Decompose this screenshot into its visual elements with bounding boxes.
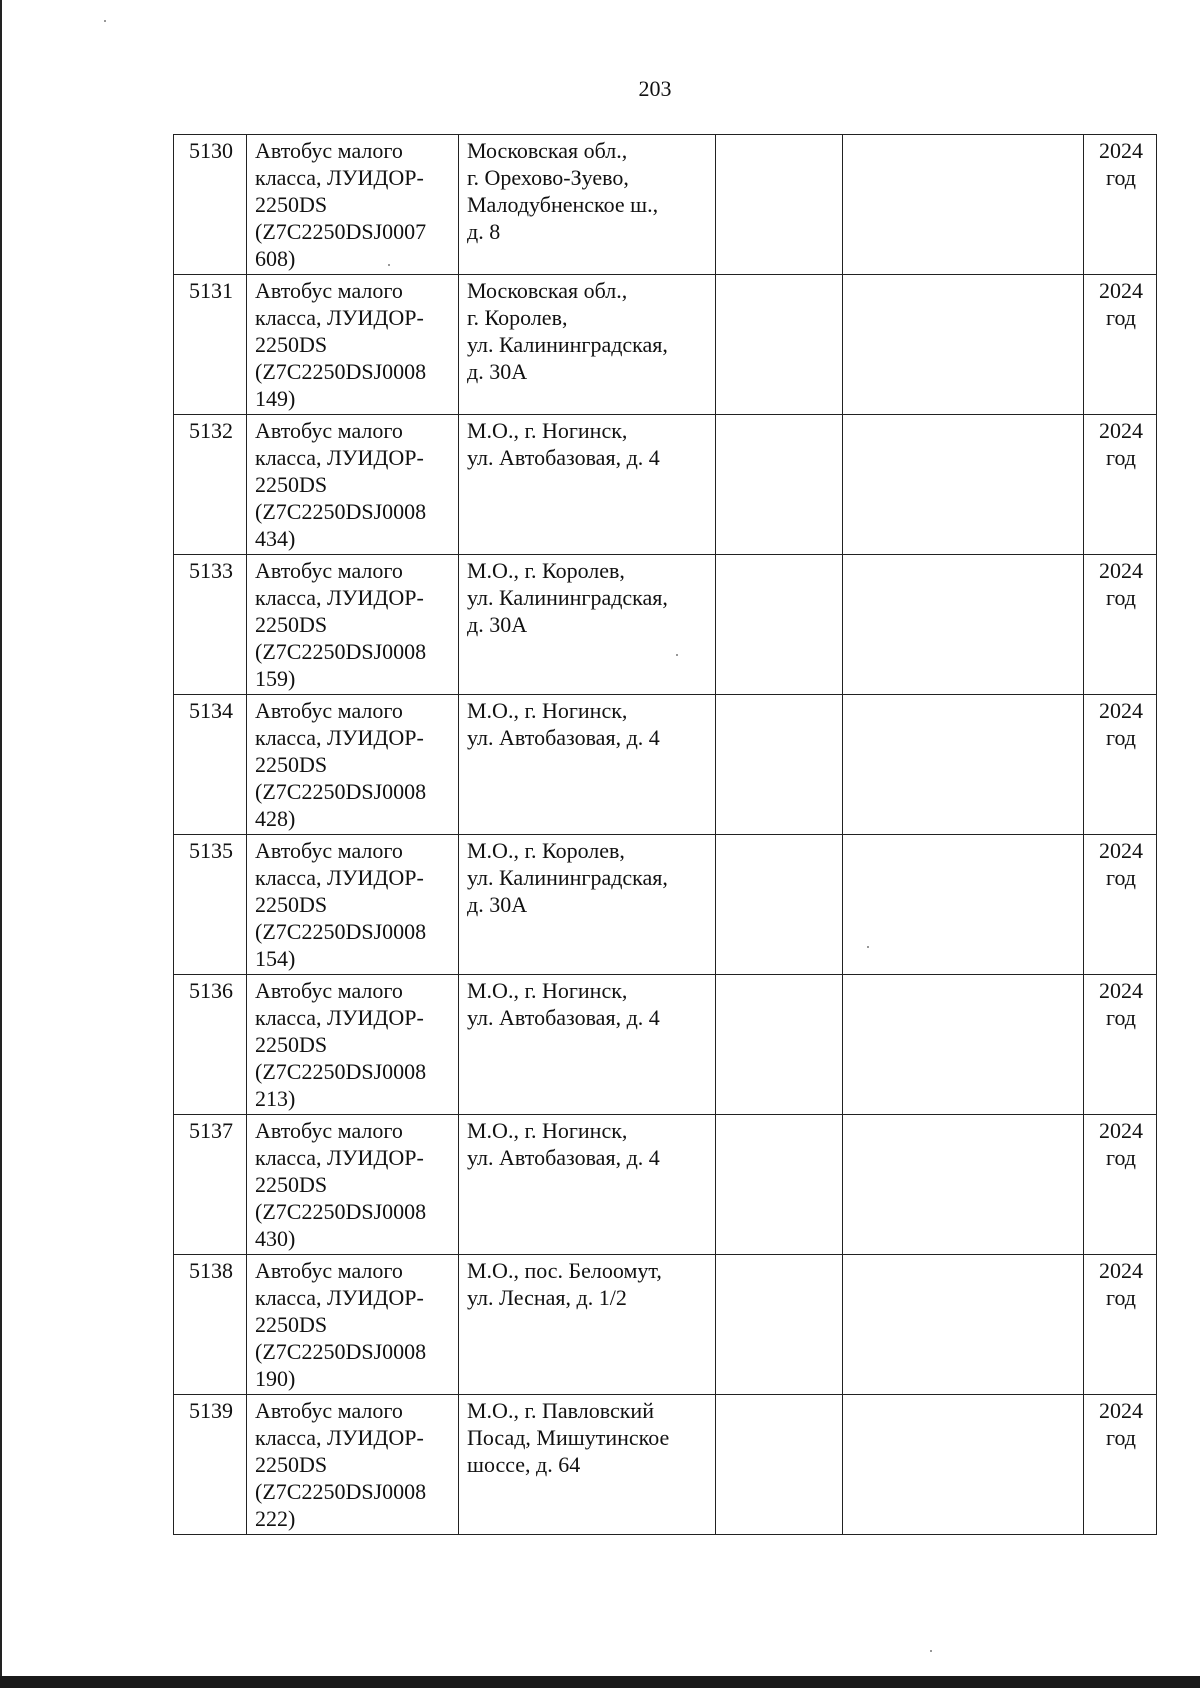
row-number-cell: 5131 — [174, 275, 247, 415]
table-row — [174, 415, 1157, 555]
vehicle-name-cell: Автобус малого класса, ЛУИДОР- 2250DS (Z7C2250DSJ0008 149) — [247, 275, 459, 415]
address-cell: М.О., г. Ногинск, ул. Автобазовая, д. 4 — [459, 415, 716, 555]
table-row — [174, 1255, 1157, 1395]
vehicle-name-cell: Автобус малого класса, ЛУИДОР- 2250DS (Z7C2250DSJ0008 213) — [247, 975, 459, 1115]
year-cell: 2024 год — [1084, 835, 1157, 975]
table-body — [174, 135, 1157, 1535]
empty-cell-4 — [716, 555, 843, 695]
address-cell: Московская обл., г. Королев, ул. Калининградская, д. 30А — [459, 275, 716, 415]
row-number-cell: 5138 — [174, 1255, 247, 1395]
address-cell: М.О., г. Королев, ул. Калининградская, д. 30А — [459, 555, 716, 695]
empty-cell-5 — [843, 975, 1084, 1115]
empty-cell-4 — [716, 1395, 843, 1535]
vehicle-name-cell: Автобус малого класса, ЛУИДОР- 2250DS (Z7C2250DSJ0007 608) — [247, 135, 459, 275]
empty-cell-5 — [843, 1115, 1084, 1255]
row-number-cell: 5139 — [174, 1395, 247, 1535]
scan-left-edge — [0, 0, 2, 1688]
empty-cell-5 — [843, 555, 1084, 695]
empty-cell-5 — [843, 135, 1084, 275]
table-row — [174, 975, 1157, 1115]
year-cell: 2024 год — [1084, 975, 1157, 1115]
empty-cell-5 — [843, 275, 1084, 415]
address-cell: М.О., г. Ногинск, ул. Автобазовая, д. 4 — [459, 975, 716, 1115]
scan-speck — [676, 654, 678, 656]
address-cell: М.О., г. Павловский Посад, Мишутинское шоссе, д. 64 — [459, 1395, 716, 1535]
year-cell: 2024 год — [1084, 415, 1157, 555]
vehicle-name-cell: Автобус малого класса, ЛУИДОР- 2250DS (Z7C2250DSJ0008 190) — [247, 1255, 459, 1395]
empty-cell-5 — [843, 1395, 1084, 1535]
empty-cell-5 — [843, 1255, 1084, 1395]
scan-bottom-edge — [0, 1676, 1200, 1688]
address-cell: М.О., г. Ногинск, ул. Автобазовая, д. 4 — [459, 1115, 716, 1255]
address-cell: М.О., г. Ногинск, ул. Автобазовая, д. 4 — [459, 695, 716, 835]
page-number: 203 — [638, 76, 672, 101]
table-row — [174, 555, 1157, 695]
scan-speck — [867, 946, 869, 948]
empty-cell-4 — [716, 975, 843, 1115]
empty-cell-4 — [716, 275, 843, 415]
table-row — [174, 135, 1157, 275]
empty-cell-5 — [843, 835, 1084, 975]
empty-cell-5 — [843, 695, 1084, 835]
empty-cell-4 — [716, 1115, 843, 1255]
address-cell: М.О., пос. Белоомут, ул. Лесная, д. 1/2 — [459, 1255, 716, 1395]
row-number-cell: 5137 — [174, 1115, 247, 1255]
empty-cell-5 — [843, 415, 1084, 555]
vehicle-name-cell: Автобус малого класса, ЛУИДОР- 2250DS (Z7C2250DSJ0008 159) — [247, 555, 459, 695]
vehicle-name-cell: Автобус малого класса, ЛУИДОР- 2250DS (Z7C2250DSJ0008 222) — [247, 1395, 459, 1535]
row-number-cell: 5132 — [174, 415, 247, 555]
year-cell: 2024 год — [1084, 135, 1157, 275]
year-cell: 2024 год — [1084, 1255, 1157, 1395]
vehicle-table — [173, 134, 1157, 1535]
scan-speck — [104, 20, 106, 22]
empty-cell-4 — [716, 415, 843, 555]
row-number-cell: 5136 — [174, 975, 247, 1115]
vehicle-name-cell: Автобус малого класса, ЛУИДОР- 2250DS (Z7C2250DSJ0008 434) — [247, 415, 459, 555]
table-row — [174, 1395, 1157, 1535]
empty-cell-4 — [716, 835, 843, 975]
year-cell: 2024 год — [1084, 695, 1157, 835]
vehicle-name-cell: Автобус малого класса, ЛУИДОР- 2250DS (Z7C2250DSJ0008 430) — [247, 1115, 459, 1255]
row-number-cell: 5130 — [174, 135, 247, 275]
empty-cell-4 — [716, 135, 843, 275]
scan-speck — [388, 264, 390, 266]
table-row — [174, 835, 1157, 975]
row-number-cell: 5135 — [174, 835, 247, 975]
empty-cell-4 — [716, 1255, 843, 1395]
address-cell: М.О., г. Королев, ул. Калининградская, д. 30А — [459, 835, 716, 975]
table-row — [174, 275, 1157, 415]
vehicle-name-cell: Автобус малого класса, ЛУИДОР- 2250DS (Z7C2250DSJ0008 154) — [247, 835, 459, 975]
empty-cell-4 — [716, 695, 843, 835]
year-cell: 2024 год — [1084, 1115, 1157, 1255]
year-cell: 2024 год — [1084, 555, 1157, 695]
year-cell: 2024 год — [1084, 1395, 1157, 1535]
address-cell: Московская обл., г. Орехово-Зуево, Малодубненское ш., д. 8 — [459, 135, 716, 275]
vehicle-name-cell: Автобус малого класса, ЛУИДОР- 2250DS (Z7C2250DSJ0008 428) — [247, 695, 459, 835]
row-number-cell: 5134 — [174, 695, 247, 835]
row-number-cell: 5133 — [174, 555, 247, 695]
scan-speck — [930, 1650, 932, 1652]
table-row — [174, 695, 1157, 835]
table-row — [174, 1115, 1157, 1255]
year-cell: 2024 год — [1084, 275, 1157, 415]
